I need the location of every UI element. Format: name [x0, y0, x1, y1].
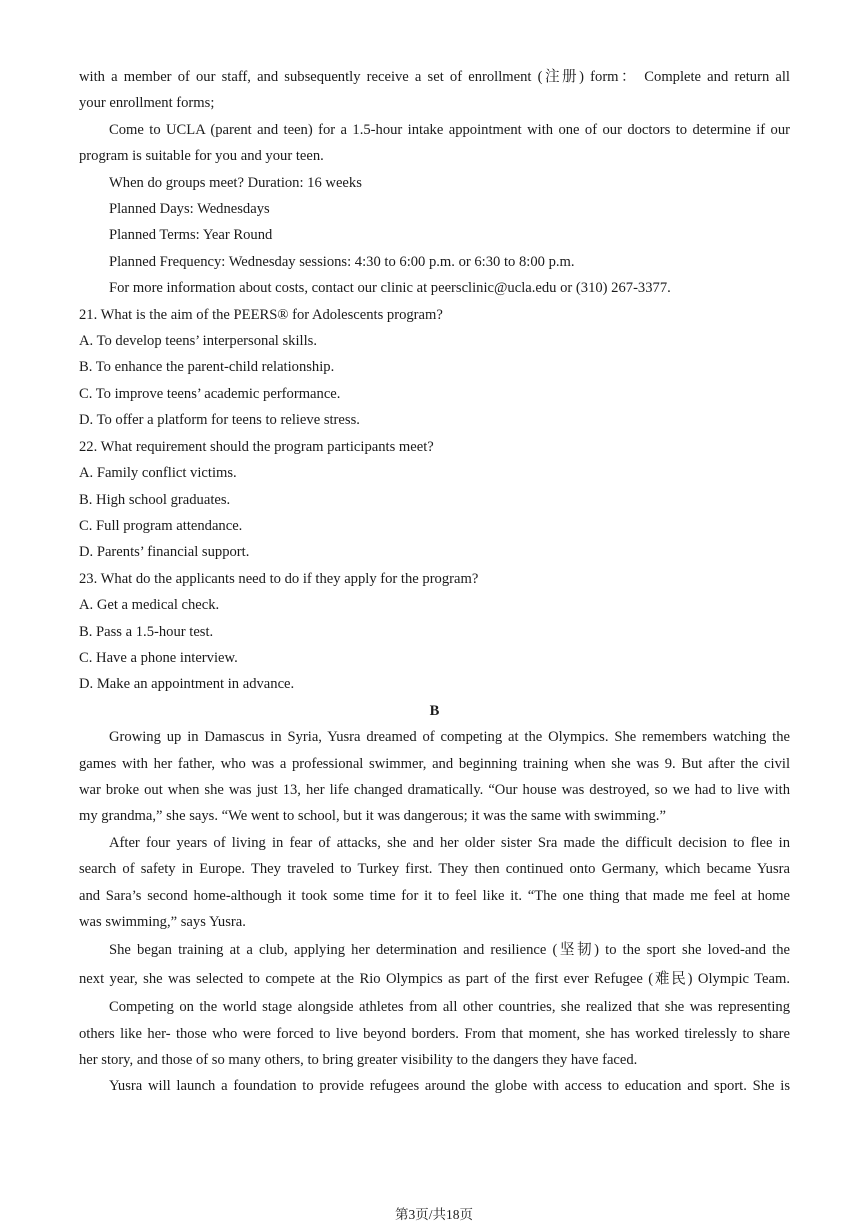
passage-line: her story, and those of so many others, to bring greater visibility to the dangers they have faced. [79, 1052, 638, 1069]
passage-line: Growing up in Damascus in Syria, Yusra dreamed of competing at the Olympics. She remembers watching the [109, 729, 790, 746]
page-footer: 第3页/共18页 [394, 1207, 473, 1222]
question-option: A. To develop teens’ interpersonal skills. [79, 333, 317, 350]
passage-line: After four years of living in fear of attacks, she and her older sister Sra made the difficult decision to flee in [109, 834, 790, 851]
section-heading: B [429, 702, 440, 719]
question-option: C. Have a phone interview. [79, 649, 238, 666]
passage-line: She began training at a club, applying her determination and resilience (坚韧) to the sport she loved-and the [109, 942, 790, 959]
question-stem: 22. What requirement should the program participants meet? [79, 438, 434, 455]
document-page [79, 64, 790, 1100]
passage-line: Planned Terms: Year Round [109, 227, 273, 244]
passage-line: Yusra will launch a foundation to provide refugees around the globe with access to education and sport. She is [109, 1078, 790, 1095]
passage-line: games with her father, who was a professional swimmer, and beginning training when she was 9. But after the civil [79, 755, 790, 772]
passage-line: program is suitable for you and your teen. [79, 148, 324, 165]
question-option: C. To improve teens’ academic performance. [79, 385, 341, 402]
passage-line: my grandma,” she says. “We went to school, but it was dangerous; it was the same with swimming.” [79, 808, 666, 825]
question-option: A. Family conflict victims. [79, 465, 237, 482]
question-option: D. Parents’ financial support. [79, 544, 250, 561]
passage-line: your enrollment forms; [79, 95, 215, 112]
question-option: B. Pass a 1.5-hour test. [79, 623, 214, 640]
question-option: C. Full program attendance. [79, 517, 243, 534]
question-stem: 21. What is the aim of the PEERS® for Adolescents program? [79, 306, 443, 323]
passage-line: For more information about costs, contact our clinic at peersclinic@ucla.edu or (310) 267-3377. [109, 280, 671, 297]
passage-line: When do groups meet? Duration: 16 weeks [109, 174, 362, 191]
passage-line: Come to UCLA (parent and teen) for a 1.5-hour intake appointment with one of our doctors to determine if our [109, 121, 790, 138]
passage-line: and Sara’s second home-although it took some time for it to feel like it. “The one thing that made me feel at home [79, 887, 790, 904]
question-stem: 23. What do the applicants need to do if they apply for the program? [79, 570, 479, 587]
passage-line: Competing on the world stage alongside athletes from all other countries, she realized that she was representing [109, 999, 790, 1016]
question-option: A. Get a medical check. [79, 597, 220, 614]
question-option: B. High school graduates. [79, 491, 231, 508]
passage-line: search of safety in Europe. They traveled to Turkey first. They then continued onto Germany, which became Yusra [79, 861, 790, 878]
passage-line: next year, she was selected to compete at the Rio Olympics as part of the first ever Refugee (难民) Olympic Team. [79, 970, 790, 987]
question-option: D. Make an appointment in advance. [79, 676, 295, 693]
passage-line: was swimming,” says Yusra. [79, 914, 246, 930]
passage-line: Planned Days: Wednesdays [109, 201, 270, 218]
question-option: B. To enhance the parent-child relationship. [79, 359, 335, 376]
question-option: D. To offer a platform for teens to relieve stress. [79, 412, 360, 429]
passage-line: with a member of our staff, and subsequently receive a set of enrollment (注册) form： Complete and return all [79, 69, 790, 85]
passage-line: others like her- those who were forced to live beyond borders. From that moment, she has worked tirelessly to share [79, 1025, 790, 1042]
passage-line: war broke out when she was just 13, her life changed dramatically. “Our house was destroyed, so we had to live with [79, 781, 790, 798]
passage-line: Planned Frequency: Wednesday sessions: 4:30 to 6:00 p.m. or 6:30 to 8:00 p.m. [109, 253, 575, 270]
